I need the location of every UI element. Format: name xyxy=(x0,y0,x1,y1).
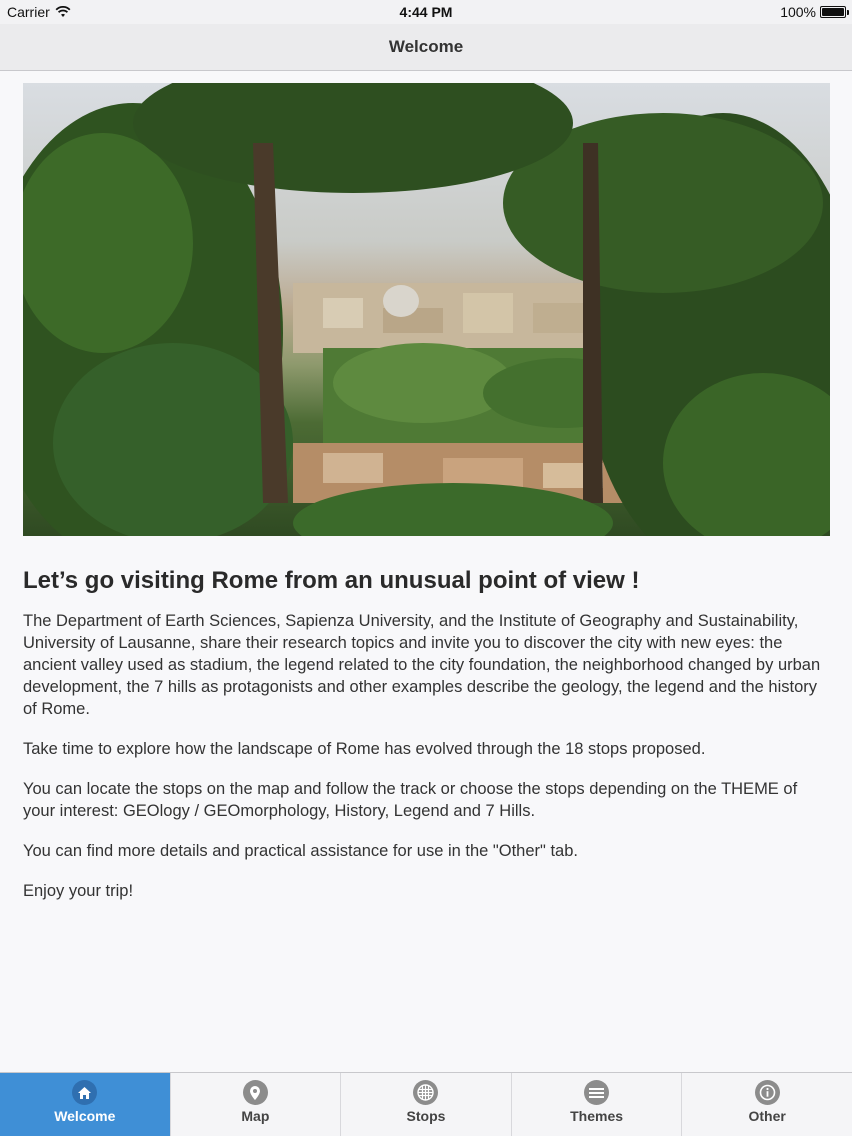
tab-label: Map xyxy=(241,1108,270,1124)
intro-paragraph: The Department of Earth Sciences, Sapienza University, and the Institute of Geography and Sustainability, University of Lausanne, share their research topics and invite you to discover the city with new eyes: the ancient valley used as stadium, the legend related to the city foundation, the neighborhood changed by urban development, the 7 hills as protagonists and other examples describe the geology, the legend and the history of Rome. xyxy=(23,612,821,718)
battery-percent: 100% xyxy=(780,4,816,20)
nav-title: Welcome xyxy=(388,37,464,56)
grid-icon xyxy=(413,1080,438,1105)
stops-paragraph: Take time to explore how the landscape of Rome has evolved through the 18 stops proposed. xyxy=(23,740,706,758)
nav-bar xyxy=(0,24,852,71)
tab-label: Welcome xyxy=(54,1108,116,1124)
themes-paragraph: You can locate the stops on the map and follow the track or choose the stops depending on the THEME of your interest: GEOlogy / GEOmorphology, History, Legend and 7 Hills. xyxy=(23,780,798,820)
tab-label: Stops xyxy=(406,1108,446,1124)
welcome-content xyxy=(23,83,830,902)
info-icon xyxy=(755,1080,780,1105)
tab-welcome[interactable] xyxy=(0,1073,171,1136)
status-time: 4:44 PM xyxy=(399,4,453,20)
enjoy-paragraph: Enjoy your trip! xyxy=(23,882,134,900)
home-icon xyxy=(72,1080,97,1105)
list-icon xyxy=(584,1080,609,1105)
status-bar xyxy=(0,0,852,24)
status-right xyxy=(780,4,846,20)
tab-label: Themes xyxy=(570,1108,624,1124)
tab-stops[interactable] xyxy=(341,1073,512,1136)
battery-icon xyxy=(820,6,846,18)
tab-themes[interactable] xyxy=(512,1073,683,1136)
map-pin-icon xyxy=(243,1080,268,1105)
tab-label: Other xyxy=(748,1108,786,1124)
tab-bar xyxy=(0,1072,852,1136)
tab-other[interactable] xyxy=(682,1073,852,1136)
hero-image xyxy=(23,83,830,536)
other-tab-paragraph: You can find more details and practical assistance for use in the "Other" tab. xyxy=(23,842,578,860)
hero-illustration xyxy=(23,83,830,536)
carrier-label: Carrier xyxy=(7,4,50,20)
page-headline: Let’s go visiting Rome from an unusual point of view ! xyxy=(23,567,640,594)
tab-map[interactable] xyxy=(171,1073,342,1136)
